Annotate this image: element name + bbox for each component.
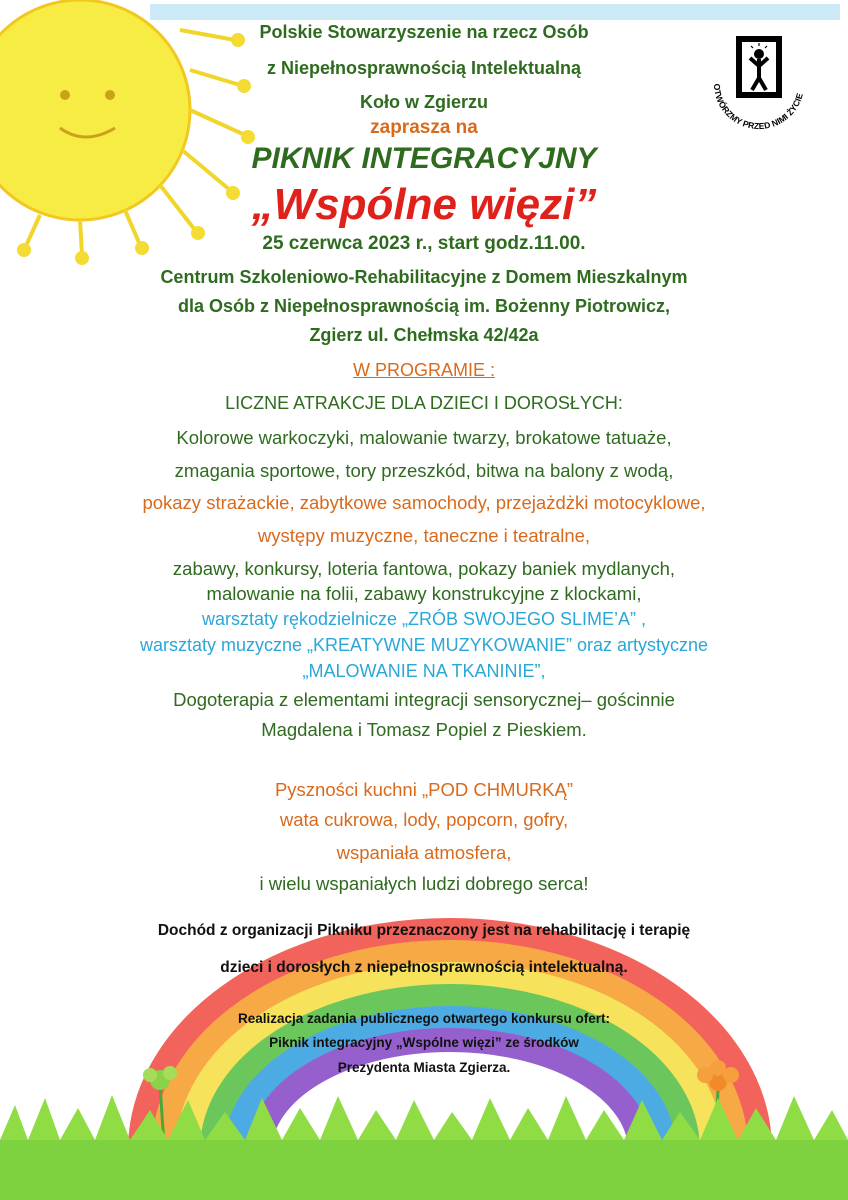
income-line-2: dzieci i dorosłych z niepełnosprawnością intelektualną. [220, 959, 628, 976]
program-line: Magdalena i Tomasz Popiel z Pieskiem. [261, 719, 587, 740]
program-line: warsztaty muzyczne „KREATYWNE MUZYKOWANIE” oraz artystyczne [139, 635, 709, 655]
food-line-3: wspaniała atmosfera, [336, 842, 512, 863]
program-heading: W PROGRAMIE : [352, 360, 495, 380]
income-line-1: Dochód z organizacji Pikniku przeznaczony jest na rehabilitację i terapię [157, 922, 691, 939]
event-name: „Wspólne więzi” [251, 180, 597, 229]
food-line-1: Pyszności kuchni „POD CHMURKĄ” [274, 779, 574, 800]
event-date: 25 czerwca 2023 r., start godz.11.00. [262, 233, 586, 254]
program-line: Kolorowe warkoczyki, malowanie twarzy, brokatowe tatuaże, [176, 427, 672, 448]
grass-drawing [0, 1095, 848, 1200]
program-line: występy muzyczne, taneczne i teatralne, [257, 525, 591, 546]
event-type: PIKNIK INTEGRACYJNY [251, 142, 597, 175]
venue-line-1: Centrum Szkoleniowo-Rehabilitacyjne z Domem Mieszkalnym [160, 267, 688, 287]
funding-line-2: Piknik integracyjny „Wspólne więzi” ze środków [269, 1035, 579, 1050]
org-line-3: Koło w Zgierzu [360, 92, 488, 112]
funding-line-3: Prezydenta Miasta Zgierza. [337, 1060, 511, 1075]
venue-line-3: Zgierz ul. Chełmska 42/42a [309, 325, 539, 345]
org-line-1: Polskie Stowarzyszenie na rzecz Osób [259, 22, 589, 42]
food-line-2: wata cukrowa, lody, popcorn, gofry, [279, 809, 569, 830]
invite-text: zaprasza na [370, 117, 478, 138]
program-line: pokazy strażackie, zabytkowe samochody, przejażdżki motocyklowe, [142, 492, 706, 513]
program-line: Dogoterapia z elementami integracji sensorycznej– gościnnie [173, 689, 675, 710]
logo-motto: OTWÓRZMY PRZED NIMI ŻYCIE [711, 83, 805, 132]
program-line: „MALOWANIE NA TKANINIE”, [302, 661, 546, 681]
program-subheading: LICZNE ATRAKCJE DLA DZIECI I DOROSŁYCH: [225, 393, 623, 413]
food-line-4: i wielu wspaniałych ludzi dobrego serca! [259, 873, 589, 894]
program-line: zmagania sportowe, tory przeszkód, bitwa na balony z wodą, [174, 460, 674, 481]
program-line: malowanie na folii, zabawy konstrukcyjne z klockami, [206, 583, 642, 604]
program-line: zabawy, konkursy, loteria fantowa, pokazy baniek mydlanych, [172, 558, 676, 579]
funding-line-1: Realizacja zadania publicznego otwartego konkursu ofert: [237, 1011, 611, 1026]
sky-strip [150, 4, 840, 20]
venue-line-2: dla Osób z Niepełnosprawnością im. Bożenny Piotrowicz, [177, 296, 671, 316]
program-line: warsztaty rękodzielnicze „ZRÓB SWOJEGO SLIME’A” , [201, 609, 647, 629]
org-line-2: z Niepełnosprawnością Intelektualną [266, 58, 582, 78]
